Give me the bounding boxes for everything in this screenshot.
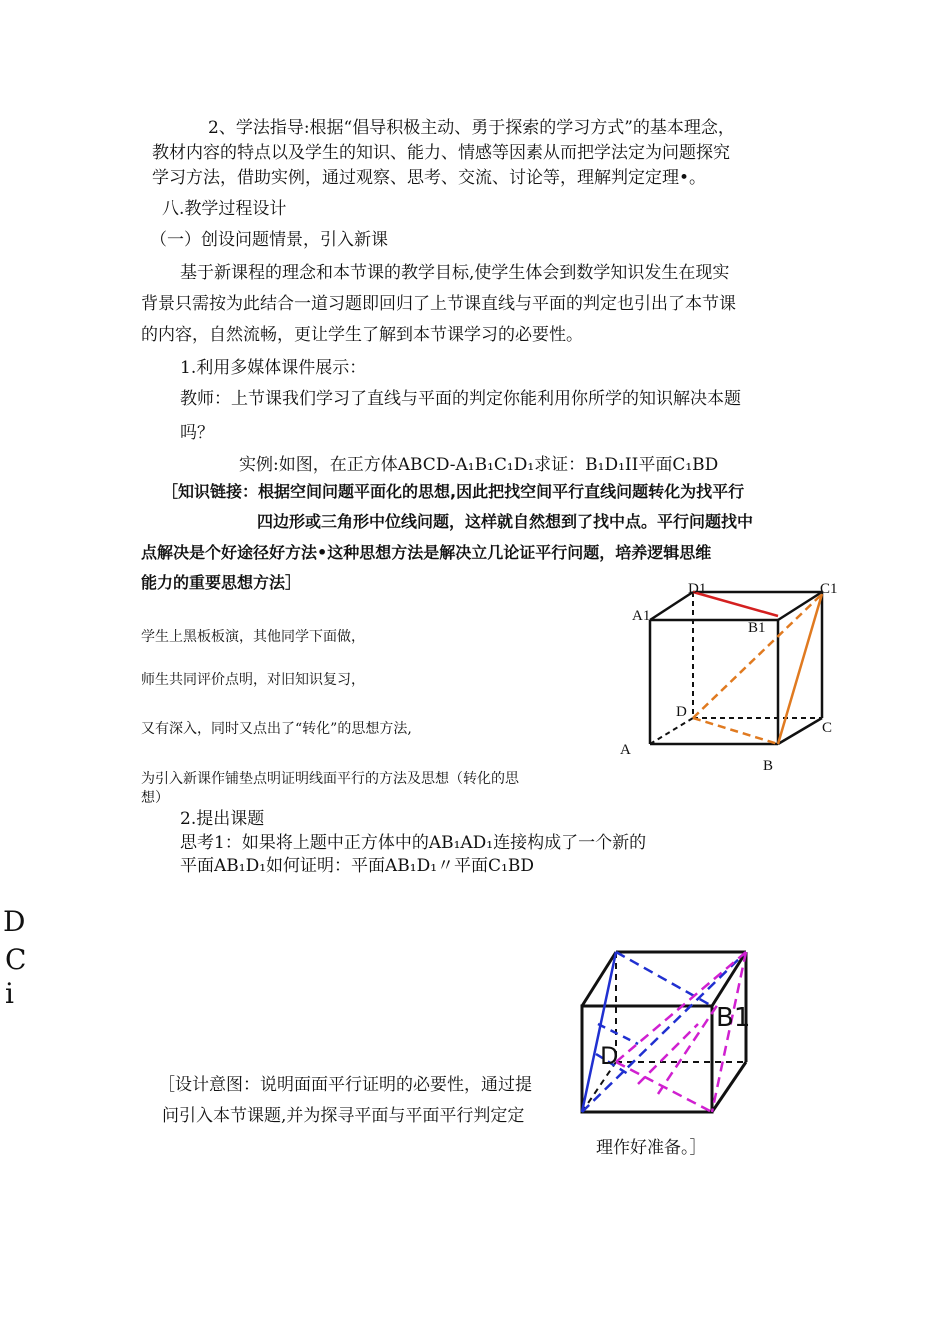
knowledge-link-line1: ［知识链接：根据空间问题平面化的思想,因此把找空间平行直线问题转化为找平行 xyxy=(162,482,745,501)
example-statement: 实例:如图，在正方体ABCD-A₁B₁C₁D₁求证：B₁D₁II平面C₁BD xyxy=(239,455,719,475)
edge-top-right xyxy=(712,952,746,1006)
note-line3: 又有深入，同时又点出了“转化”的思想方法, xyxy=(141,721,412,737)
label-d1: D1 xyxy=(688,581,707,597)
subsection-heading-1: （一）创设问题情景，引入新课 xyxy=(150,230,388,250)
margin-letter-d: D xyxy=(3,905,26,938)
label-a1: A1 xyxy=(632,608,651,624)
label-c: C xyxy=(822,720,833,736)
margin-letter-c: C xyxy=(5,943,27,976)
edge-bottom-right xyxy=(712,1062,746,1112)
label-b1: B1 xyxy=(748,620,766,636)
design-intent-line1: ［设计意图：说明面面平行证明的必要性，通过提 xyxy=(158,1075,532,1095)
label-b1-large: B1 xyxy=(716,1003,751,1033)
section-heading-8: 八.教学过程设计 xyxy=(162,199,287,219)
study-guidance-line1: 2、学法指导:根据“倡导积极主动、勇于探索的学习方式”的基本理念， xyxy=(208,118,735,138)
edge-a1d1 xyxy=(650,592,693,620)
note-line4: 为引入新课作铺垫点明证明线面平行的方法及思想（转化的思 xyxy=(141,771,519,787)
label-b: B xyxy=(763,758,774,774)
intro-paragraph-line2: 背景只需按为此结合一道习题即回归了上节课直线与平面的判定也引出了本节课 xyxy=(141,294,736,314)
intro-paragraph-line1: 基于新课程的理念和本节课的教学目标,使学生体会到数学知识发生在现实 xyxy=(180,263,730,283)
teacher-question-line1: 教师：上节课我们学习了直线与平面的判定你能利用你所学的知识解决本题 xyxy=(180,389,741,409)
design-intent-line2: 问引入本节课题,并为探寻平面与平面平行判定定 xyxy=(162,1106,525,1126)
item-1-heading: 1.利用多媒体课件展示： xyxy=(180,358,367,378)
think-line2: 平面AB₁D₁如何证明：平面AB₁D₁〃平面C₁BD xyxy=(180,856,535,876)
intro-paragraph-line3: 的内容，自然流畅，更让学生了解到本节课学习的必要性。 xyxy=(141,325,583,345)
magenta-hatch-1 xyxy=(638,1024,698,1084)
note-line1: 学生上黑板板演，其他同学下面做， xyxy=(141,629,365,645)
segment-db xyxy=(693,718,778,744)
teacher-question-line2: 吗？ xyxy=(180,423,214,443)
blue-hatch-1 xyxy=(598,1024,638,1044)
design-intent-line3: 理作好准备。］ xyxy=(596,1138,707,1158)
label-d-large: D xyxy=(600,1042,619,1070)
note-line2: 师生共同评价点明，对旧知识复习， xyxy=(141,672,365,688)
knowledge-link-line4: 能力的重要思想方法］ xyxy=(141,573,302,592)
blue-side-diagonal xyxy=(582,952,619,1112)
study-guidance-line3: 学习方法，借助实例，通过观察、思考、交流、讨论等，理解判定定理•。 xyxy=(152,168,707,188)
label-d: D xyxy=(676,704,687,720)
study-guidance-line2: 教材内容的特点以及学生的知识、能力、情感等因素从而把学法定为问题探究 xyxy=(152,143,730,163)
knowledge-link-line2: 四边形或三角形中位线问题，这样就自然想到了找中点。平行问题找中 xyxy=(257,512,754,531)
cube-figure-2 xyxy=(578,944,758,1124)
cube-figure-1 xyxy=(620,576,850,776)
think-line1: 思考1：如果将上题中正方体中的AB₁AD₁连接构成了一个新的 xyxy=(180,833,647,853)
label-c1: C1 xyxy=(820,581,838,597)
knowledge-link-line3: 点解决是个好途径好方法•这种思想方法是解决立几论证平行问题，培养逻辑思维 xyxy=(141,543,712,562)
label-a: A xyxy=(620,742,631,758)
margin-letter-i: i xyxy=(5,977,14,1010)
edge-ad xyxy=(650,718,693,744)
item-2-heading: 2.提出课题 xyxy=(180,809,265,829)
note-line5: 想） xyxy=(141,790,169,806)
